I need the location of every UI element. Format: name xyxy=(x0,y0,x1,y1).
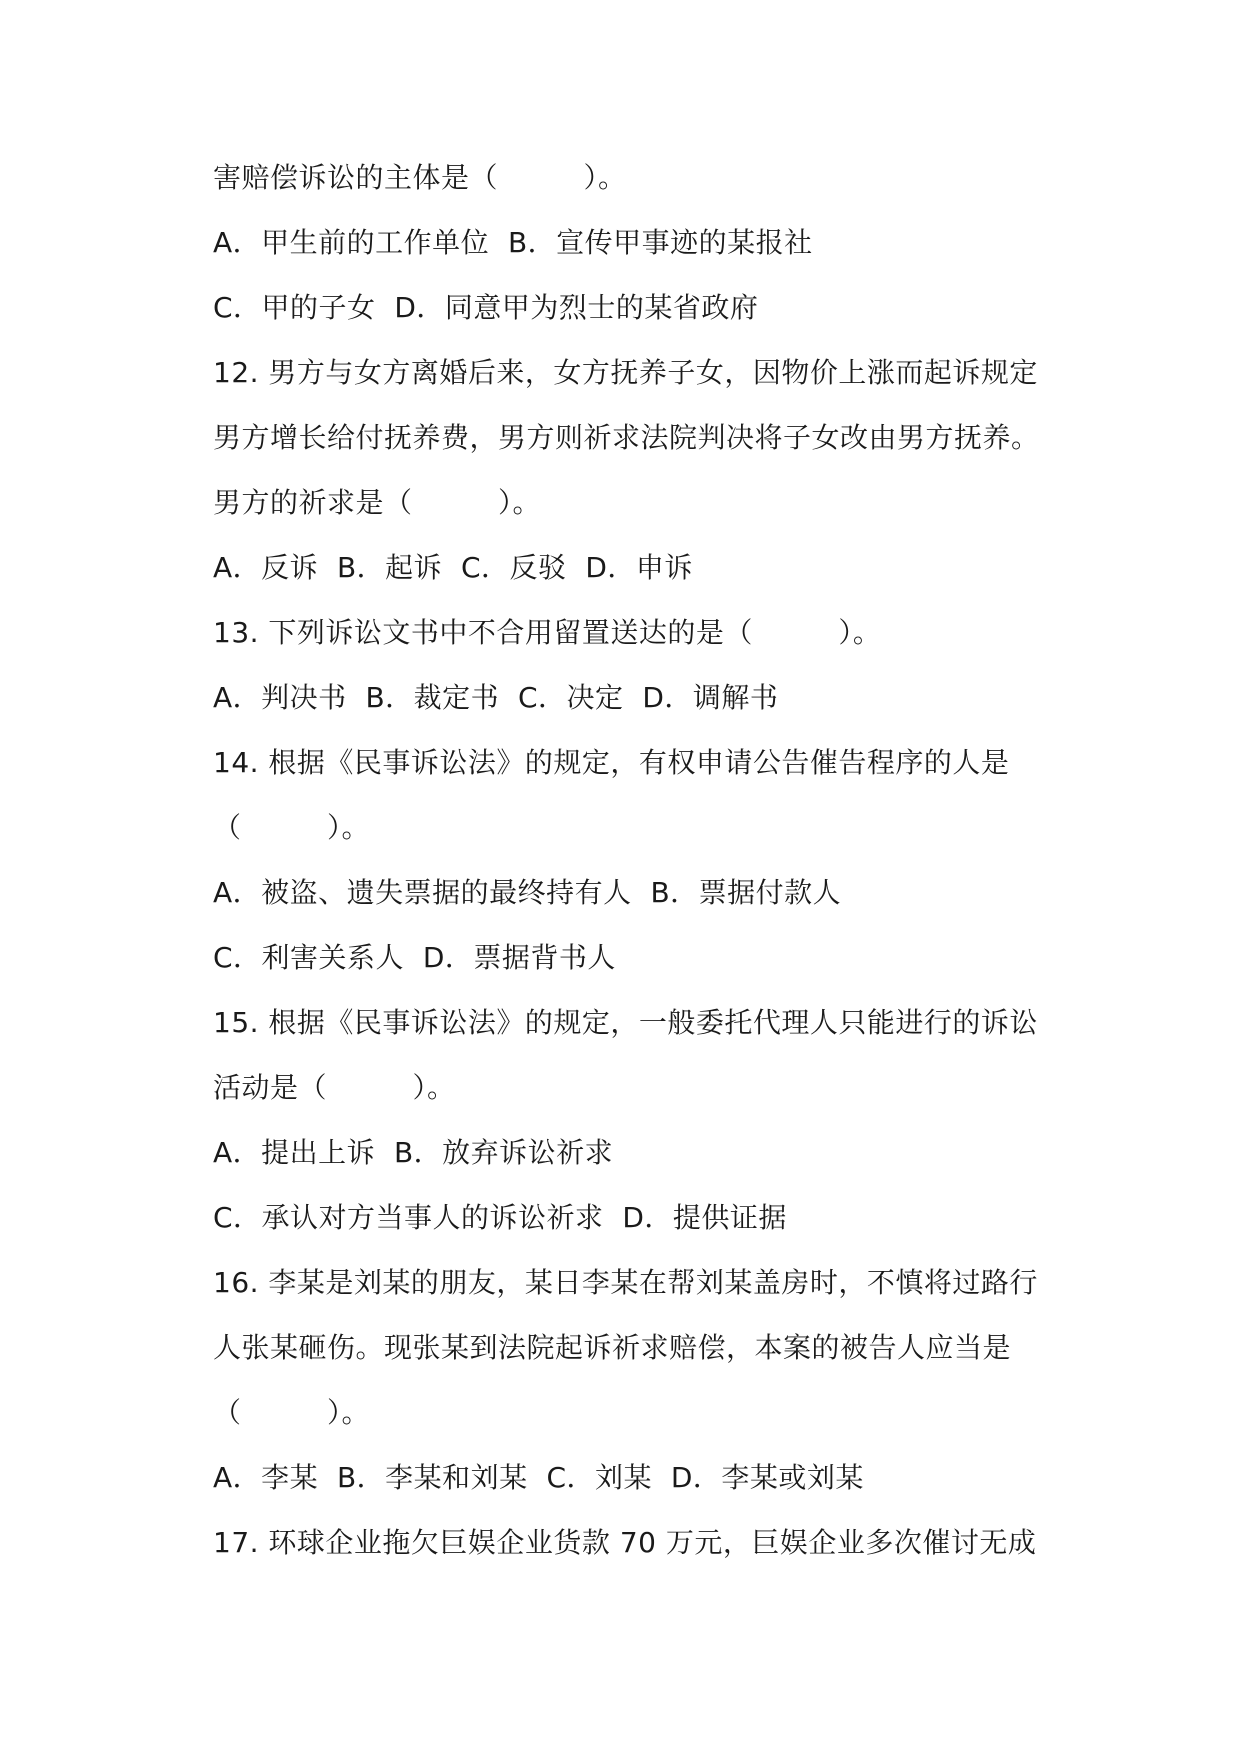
question-17: 17. 环球企业拖欠巨娱企业货款 70 万元，巨娱企业多次催讨无成 xyxy=(213,1526,1037,1559)
question-15: 15. 根据《民事诉讼法》的规定，一般委托代理人只能进行的诉讼 xyxy=(213,1006,1038,1039)
text-line: 人张某砸伤。现张某到法院起诉祈求赔偿，本案的被告人应当是 xyxy=(213,1331,1012,1364)
page-content xyxy=(213,161,1063,1594)
option-line: A．判决书 B．裁定书 C．决定 D．调解书 xyxy=(213,681,779,714)
text-line: （ ）。 xyxy=(213,1396,371,1429)
question-16: 16. 李某是刘某的朋友，某日李某在帮刘某盖房时，不慎将过路行 xyxy=(213,1266,1038,1299)
text-line: 害赔偿诉讼的主体是（ ）。 xyxy=(213,161,627,194)
text-line: 男方的祈求是（ ）。 xyxy=(213,486,542,519)
question-13: 13. 下列诉讼文书中不合用留置送达的是（ ）。 xyxy=(213,616,882,649)
option-line: C．甲的子女 D．同意甲为烈士的某省政府 xyxy=(213,291,759,324)
option-line: A．反诉 B．起诉 C．反驳 D．申诉 xyxy=(213,551,693,584)
question-14: 14. 根据《民事诉讼法》的规定，有权申请公告催告程序的人是 xyxy=(213,746,1010,779)
option-line: A．甲生前的工作单位 B．宣传甲事迹的某报社 xyxy=(213,226,813,259)
option-line: C．利害关系人 D．票据背书人 xyxy=(213,941,616,974)
question-12: 12. 男方与女方离婚后来，女方抚养子女，因物价上涨而起诉规定 xyxy=(213,356,1038,389)
option-line: C．承认对方当事人的诉讼祈求 D．提供证据 xyxy=(213,1201,787,1234)
option-line: A．李某 B．李某和刘某 C．刘某 D．李某或刘某 xyxy=(213,1461,864,1494)
option-line: A．被盗、遗失票据的最终持有人 B．票据付款人 xyxy=(213,876,842,909)
text-line: 活动是（ ）。 xyxy=(213,1071,456,1104)
text-line: 男方增长给付抚养费，男方则祈求法院判决将子女改由男方抚养。 xyxy=(213,421,1040,454)
option-line: A．提出上诉 B．放弃诉讼祈求 xyxy=(213,1136,614,1169)
text-line: （ ）。 xyxy=(213,811,371,844)
